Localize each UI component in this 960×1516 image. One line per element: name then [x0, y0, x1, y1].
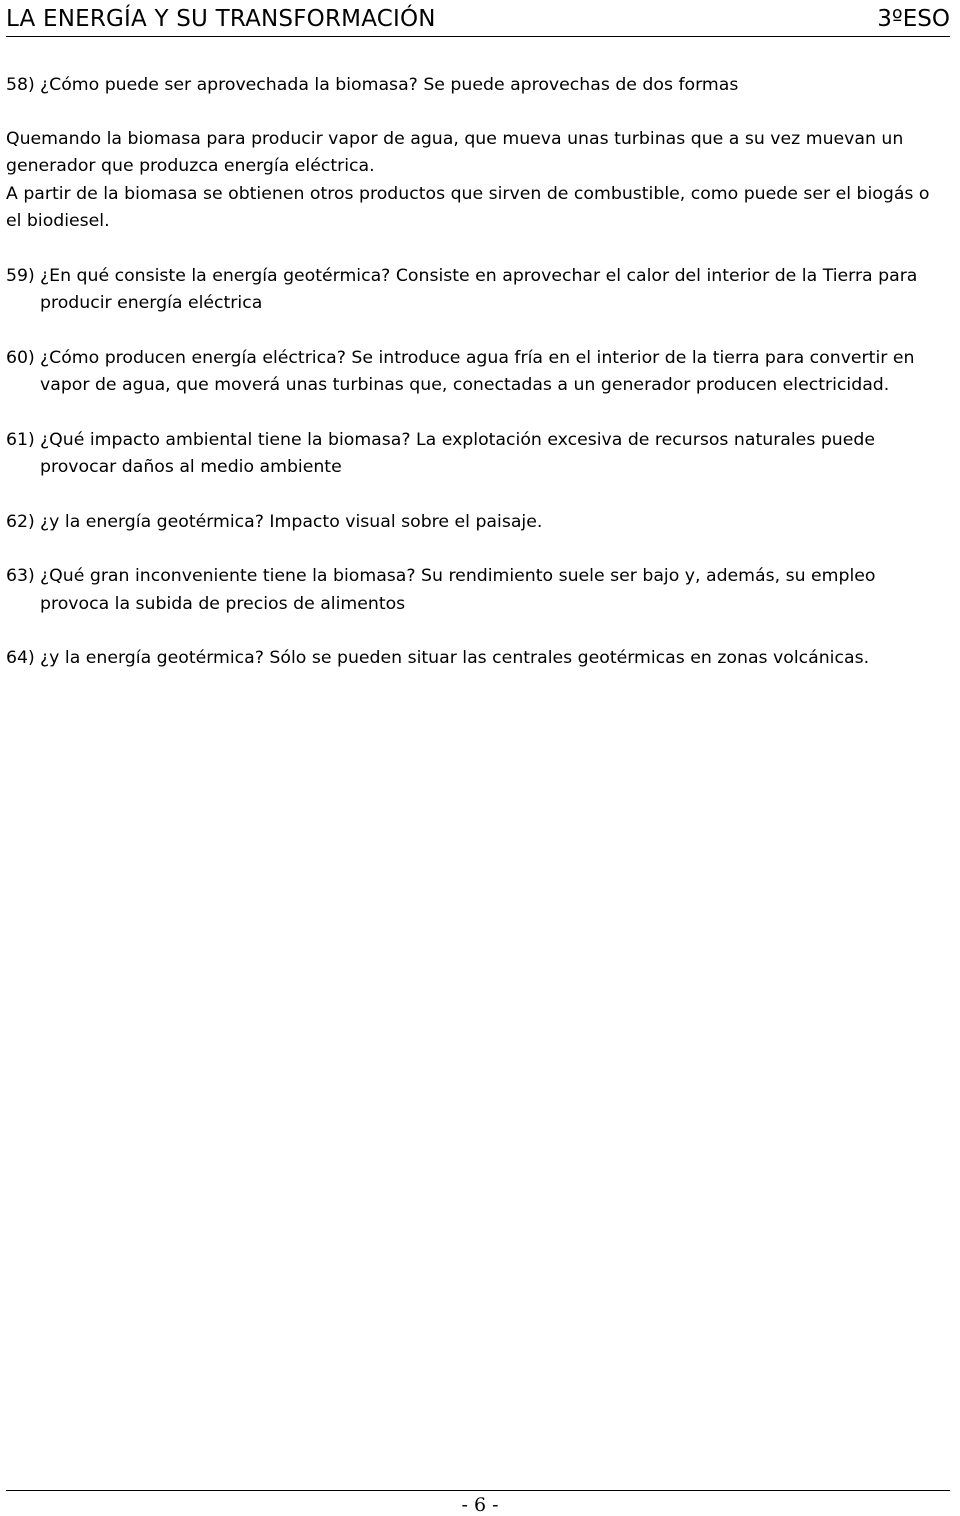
question-64	[6, 645, 948, 673]
spacer	[6, 618, 948, 645]
answer: Consiste en aprovechar el calor del interior de la Tierra para producir energía eléctrica	[40, 265, 918, 313]
answer: Impacto visual sobre el paisaje.	[263, 511, 543, 532]
spacer	[6, 482, 948, 509]
answer: Sólo se pueden situar las centrales geotérmicas en zonas volcánicas.	[263, 648, 870, 668]
spacer	[6, 236, 948, 263]
question-number: 58)	[6, 75, 35, 95]
biomass-paragraph-1: Quemando la biomasa para producir vapor de agua, que mueva unas turbinas que a su vez muevan un generador que produzca energía eléctrica.	[6, 128, 904, 176]
spacer	[6, 100, 948, 126]
question-60	[6, 345, 948, 400]
page-header	[6, 4, 950, 37]
question-text	[40, 645, 948, 673]
question: ¿y la energía geotérmica?	[40, 511, 264, 532]
question-text	[40, 563, 948, 618]
question-62	[6, 509, 948, 537]
question-text	[40, 263, 948, 318]
page-number: - 6 -	[461, 1494, 499, 1516]
question: ¿Qué gran inconveniente tiene la biomasa?	[40, 566, 416, 586]
question-58	[6, 72, 948, 100]
question-number: 64)	[6, 648, 35, 668]
spacer	[6, 536, 948, 563]
question-text	[40, 345, 948, 400]
answer: La explotación excesiva de recursos naturales puede provocar daños al medio ambiente	[40, 429, 875, 477]
answer: Su rendimiento suele ser bajo y, además, su empleo provoca la subida de precios de alimentos	[40, 566, 876, 614]
document-body	[6, 72, 948, 673]
question-number: 63)	[6, 566, 35, 586]
question-text	[40, 427, 948, 482]
document-title: LA ENERGÍA Y SU TRANSFORMACIÓN	[6, 6, 436, 32]
answer: Se puede aprovechas de dos formas	[417, 75, 739, 95]
question: ¿Cómo producen energía eléctrica?	[40, 347, 346, 368]
question-text	[40, 509, 948, 537]
question-number: 61)	[6, 429, 35, 450]
question: ¿Qué impacto ambiental tiene la biomasa?	[40, 429, 411, 450]
question-number: 60)	[6, 347, 35, 368]
question-number: 59)	[6, 265, 35, 286]
course-label: 3ºESO	[877, 6, 950, 32]
question: ¿y la energía geotérmica?	[40, 648, 264, 668]
spacer	[6, 400, 948, 427]
question: ¿Cómo puede ser aprovechada la biomasa?	[40, 75, 418, 95]
question-number: 62)	[6, 511, 35, 532]
answer: Se introduce agua fría en el interior de la tierra para convertir en vapor de agua, que moverá unas turbinas que, conectadas a un generador producen electricidad.	[40, 347, 915, 395]
spacer	[6, 318, 948, 345]
footer-divider	[6, 1490, 950, 1491]
biomass-paragraph-2: A partir de la biomasa se obtienen otros productos que sirven de combustible, como puede ser el biogás o el biodiesel.	[6, 183, 930, 231]
question-text	[40, 72, 948, 100]
question-61	[6, 427, 948, 482]
question-59	[6, 263, 948, 318]
question: ¿En qué consiste la energía geotérmica?	[40, 265, 391, 286]
question-63	[6, 563, 948, 618]
